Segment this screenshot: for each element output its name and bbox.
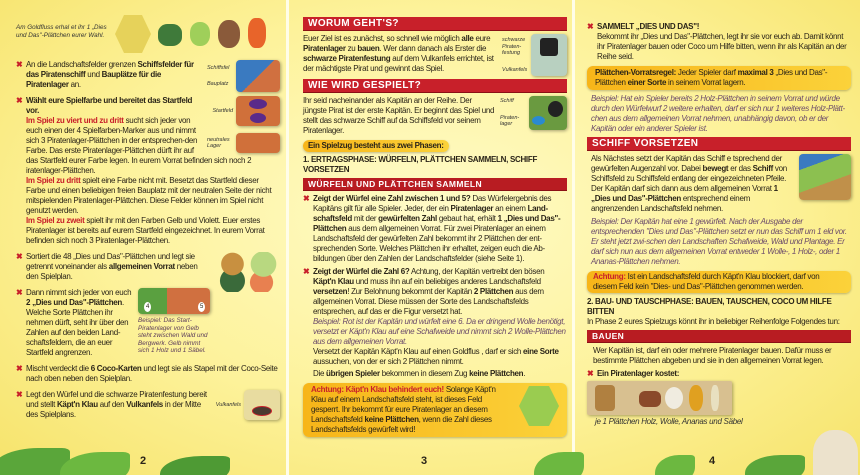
stock-rule-box — [587, 66, 851, 90]
text-run: aus dem allgemeinen Vorrat. Für zwei Piratenlager an einem Landschaftsfeld der gewürfelten Zahl bekommt ihr 2 Plättchen der ent-sprechenden Sorte. Welches Plättchen ihr erhaltet, zeigen euch die Ab-bildungen über den Zahlen der Landschaftsfelder (siehe Seite 1). — [313, 224, 546, 263]
collect-heading: SAMMELT „DIES UND DAS"! — [597, 22, 700, 31]
bold-text: alle — [461, 34, 474, 43]
bold-text: allgemeinen Vorrat — [108, 262, 175, 271]
collect-item — [587, 22, 851, 62]
bold-text: Piratenlager — [450, 204, 494, 213]
shipfield-image — [236, 60, 280, 92]
text-run: Bekommt ihr „Dies und Das"-Plättchen, legt ihr sie vor euch ab. Damit könnt ihr Piratenlager bauen oder Coco um Hilfe bitten, wenn ihr als Kapitän an der Reihe seid. — [597, 32, 847, 61]
example-text: Beispiel: Rot ist der Kapitän und würfelt eine 6. Da er dringend Wolle benötigt, versetzt er Käpt'n Klau auf eine Schafweide und nimmt sich 2 Wolle-Plättchen aus dem allgemeinen Vorrat. — [313, 317, 566, 346]
text-run: Euer Ziel ist es zunächst, so schnell wie möglich — [303, 34, 462, 43]
rules-column — [303, 14, 567, 441]
text-run: sucht sich jeder von euch einen der 4 Spielfarben-Marker aus und nimmt sich 3 Piratenlager-Plättchen in der entsprechen-den Farbe. Das erste Piratenlager-Plättchen dürft ihr auf das Startfeld eurer Farbe legen. In eurem Vorrat befinden sich noch 2 iratenlager-Plättchen. — [26, 116, 252, 175]
phase-1-heading: 1. ERTRAGSPHASE: WÜRFELN, PLÄTTCHEN SAMMELN, SCHIFF VORSETZEN — [303, 155, 538, 174]
setup-step-item — [16, 96, 280, 246]
text-run: Sortiert die 48 „Dies und Das"-Plättchen und legt sie getrennt voneinander als — [26, 252, 195, 271]
bold-text: bauen — [357, 44, 380, 53]
setup-column — [16, 60, 280, 426]
label-vulkanfels: Vulkanfels — [215, 401, 241, 408]
bold-text: 1 „Dies und Das"-Plättchen — [313, 214, 561, 233]
foliage-decoration — [745, 455, 805, 475]
sabre-token-icon — [248, 18, 266, 48]
text-run: und — [85, 70, 102, 79]
bold-text: einer Sorte — [627, 78, 667, 87]
bold-text: Schiffsfelder für das Piratenschiff — [26, 60, 194, 79]
text-run: in seinem Vorrat lagern. — [666, 78, 746, 87]
sabre-icon — [711, 385, 719, 411]
bullet-icon: ✖ — [587, 369, 594, 378]
text-run: „Dies und Das"-Plättchen — [595, 68, 828, 87]
text-run: Ist ein Landschaftsfeld durch Käpt'n Klau blockiert, darf von diesem Feld kein "Dies- und Das"-Plättchen genommen werden. — [593, 272, 820, 291]
label-fortress: schwarze Piraten-festung — [502, 37, 526, 56]
text-run: und muss ihn auf ein beliebiges anderes Landschaftsfeld — [353, 277, 541, 286]
startfeld-image — [236, 96, 280, 126]
goldfluss-tile-image — [115, 15, 151, 53]
bullet-icon: ✖ — [16, 390, 23, 399]
foliage-decoration — [160, 456, 230, 475]
stock-example: Beispiel: Hat ein Spieler bereits 2 Holz-Plättchen in seinem Vorrat und würde durch den Würfelwurf 2 weitere erhalten, darf er sich nur 1 weiteres Holz-Plätt-chen aus dem allgemeinen Vorrat nehmen, unabhängig davon, ob er der Kapitän oder ein anderer Spieler ist. — [591, 94, 845, 133]
text-run: bekommen in diesem Zug — [379, 369, 470, 378]
text-run: Als Nächstes setzt der Kapitän das Schiff e tsprechend der gewürfelten Augenzahl vor. Dabei — [591, 154, 783, 173]
bullet-icon: ✖ — [16, 96, 23, 105]
text-run: aussuchen, von der er sich 2 Plättchen nimmt. — [313, 357, 464, 366]
setup-step — [26, 364, 280, 384]
ship-figure — [500, 96, 567, 130]
text-run: in der Mitte des Spielplans. — [26, 400, 201, 419]
bold-text: versetzen — [313, 287, 348, 296]
setup-step-item — [16, 364, 280, 384]
text-run: auf den — [97, 400, 127, 409]
bold-text: keine Plättchen — [469, 369, 524, 378]
bold-text: maximal 3 — [737, 68, 774, 77]
text-run: an. — [68, 80, 81, 89]
startfeld-figure — [207, 96, 280, 153]
wood-token-icon — [158, 24, 182, 46]
bold-text: 6 Coco-Karten — [90, 364, 142, 373]
foliage-decoration — [60, 452, 130, 475]
cost-item — [587, 369, 851, 379]
bold-text: Plättchen-Vorratsregel: — [595, 68, 676, 77]
bold-text: schwarze Piratenfestung — [303, 54, 391, 63]
klau-warning-box — [303, 383, 567, 437]
build-text: Wer Kapitän ist, darf ein oder mehrere Piratenlager bauen. Dafür muss er bestimmte Plättchen abgeben und sie in den allgemeinen Vorrat legen. — [593, 346, 832, 365]
goldfluss-caption: Am Goldfluss erhal et ihr 1 „Dies und Das"-Plättchen eurer Wahl. — [16, 24, 107, 39]
bullet-icon: ✖ — [16, 60, 23, 69]
text-run: Jeder Spieler darf — [675, 68, 738, 77]
bold-text: Schiff — [752, 164, 773, 173]
pineapple-icon — [689, 385, 703, 411]
label-camp: Piraten-lager — [500, 114, 520, 128]
monkey-coco-image — [813, 430, 858, 475]
start-example-figure — [138, 288, 210, 355]
page-2 — [0, 0, 286, 475]
dice-rule-item — [303, 267, 567, 367]
camp-icon — [595, 385, 615, 411]
bold-text: Land-schaftsfeld — [313, 204, 548, 223]
bold-text: Käpt'n Klau — [56, 400, 98, 409]
start-example-caption: Beispiel: Das Start-Piratenlager von Gelb steht zwischen Wald und Bergwerk. Gelb nimmt sich 1 Holz und 1 Säbel. — [138, 317, 208, 354]
wood-icon — [639, 391, 661, 407]
dice-rule-item — [303, 194, 567, 264]
cost-caption: je 1 Plättchen Holz, Wolle, Ananas und Säbel — [595, 417, 743, 426]
text-run: ! Zur Belohnung bekommt der Kapitän — [347, 287, 474, 296]
text-run: er das — [728, 164, 753, 173]
text-run: zu — [345, 44, 358, 53]
text-run: eure — [473, 34, 491, 43]
label-vulkanfels: Vulkanfels — [502, 66, 528, 73]
wool-token-icon — [190, 22, 210, 46]
phase-2-heading: 2. BAU- UND TAUSCHPHASE: BAUEN, TAUSCHEN, COCO UM HILFE BITTEN — [587, 297, 832, 316]
bold-text: 2 Plättchen — [473, 287, 514, 296]
blocked-warning-box — [587, 271, 851, 293]
setup-step-item — [16, 390, 280, 420]
cost-heading: Ein Piratenlager kostet: — [597, 369, 680, 378]
text-run: Das Würfelergebnis des Kapitäns gilt für alle Spieler. Jeder, der ein — [313, 194, 552, 213]
bullet-icon: ✖ — [16, 252, 23, 261]
bold-text: eine Sorte — [523, 347, 559, 356]
text-run: mit der — [351, 214, 379, 223]
bold-text: gewürfelten Zahl — [378, 214, 437, 223]
vulkanfels-image — [244, 390, 280, 420]
text-run: Die — [313, 369, 327, 378]
text-run: An die Landschaftsfelder grenzen — [26, 60, 138, 69]
text-run: , wenn die Zahl dieses Landschaftsfelds gewürfelt wird! — [311, 415, 492, 434]
fortress-figure — [502, 34, 567, 76]
bold-text: Piratenlager — [303, 44, 346, 53]
foliage-decoration — [655, 455, 695, 475]
bullet-icon: ✖ — [587, 22, 594, 31]
ship-image — [529, 96, 567, 130]
label-startfeld: Startfeld — [212, 107, 233, 114]
setup-step-item — [16, 252, 280, 282]
section-heading: BAUEN — [587, 330, 851, 343]
text-run: . — [523, 369, 526, 378]
highlight-text: Achtung: — [593, 272, 626, 281]
vulkanfels-figure — [216, 390, 280, 420]
bold-text: Zeigt der Würfel die Zahl 6? — [313, 267, 410, 276]
stock-rule-text — [595, 68, 843, 88]
text-run: Mischt verdeckt die — [26, 364, 91, 373]
text-run: neben den Spielplan. — [26, 262, 198, 281]
ship-move-image — [799, 154, 851, 200]
section-heading: SCHIFF VORSETZEN — [587, 137, 851, 151]
phases-callout: Ein Spielzug besteht aus zwei Phasen: — [303, 140, 449, 152]
bold-text: Zeigt der Würfel eine Zahl zwischen 1 und 5? — [313, 194, 471, 203]
bullet-icon: ✖ — [303, 194, 310, 203]
tile-number: 5 — [200, 304, 204, 310]
highlight-text: Achtung: Käpt'n Klau behindert euch! — [311, 385, 444, 394]
text-run: Achtung, der Kapitän vertreibt den bösen — [409, 267, 545, 276]
page-number: 3 — [421, 455, 427, 467]
page-number: 2 — [140, 455, 146, 467]
highlight-text: Im Spiel zu viert und zu dritt — [26, 116, 124, 125]
text-run: Versetzt der Kapitän Käpt'n Klau auf einen Goldflus , darf er sich — [313, 347, 522, 356]
foliage-decoration — [534, 452, 584, 475]
setup-step-item — [16, 288, 280, 358]
cost-banner-image — [587, 381, 732, 415]
text-run: entsprechend einem angrenzenden Landschaftsfeld nehmen. — [591, 194, 750, 213]
blocked-warning-text — [593, 272, 845, 292]
ship-example: Beispiel: Der Kapitän hat eine 1 gewürfelt. Nach der Ausgabe der entsprechenden "Dies und Das"-Plättchen setzt er nun das Schiff um 1 eld vor. Er steht jetzt zwi-schen den Landschaften Schafweide, Wald und Plantage. Er darf sich nun aus dem allgemeinen Vorrat entweder 1 Wolle-, 1 Holz-, oder 1 Ananas-Plättchen nehmen. — [591, 217, 847, 266]
label-bauplatz: Bauplatz — [207, 81, 229, 87]
collect-text — [597, 32, 851, 62]
bullet-icon: ✖ — [16, 364, 23, 373]
neutral-camp-image — [236, 133, 280, 153]
text-run: Dann nimmt sich jeder von euch — [26, 288, 132, 297]
phase-2-text: In Phase 2 eures Spielzugs könnt ihr in beliebiger Reihenfolge Folgendes tun: — [587, 317, 840, 326]
shipfield-figure — [207, 60, 280, 92]
text-run: gebaut hat, erhält — [436, 214, 498, 223]
token-piles-image — [214, 252, 280, 292]
text-run: aus dem allgemeinen Vorrat. Diese müssen der Sorte des Landschaftsfelds entsprechen, auf das er die Figur versetzt hat. — [313, 287, 544, 316]
tile-number: 4 — [146, 304, 150, 310]
section-heading: WORUM GEHT'S? — [303, 17, 567, 31]
ship-move-figure — [799, 154, 851, 200]
rules-column — [587, 22, 851, 427]
text-run: Solange Käpt'n Klau auf einem Landschaftsfeld steht, ist dieses Feld gesperrt. Ihr bekommt für eure Piratenlager an diesem Landschaftsfeld — [311, 385, 496, 424]
text-run: spielt ihr mit den Farben Gelb und Violett. Euer erstes Piratenlager ist bereits auf eurem Startfeld eingezeichnet. In eurem Vorrat befinden sich noch 3 Piratenlager-Plättchen. — [26, 216, 265, 245]
bold-text: bewegt — [702, 164, 729, 173]
bold-text: 1 „Dies und Das"-Plättchen — [591, 184, 778, 203]
page-number: 4 — [709, 455, 715, 467]
bold-text: Wählt eure Spielfarbe und bereitet das Startfeld vor. — [26, 96, 193, 115]
text-run: und legt sie als Stapel mit der Coco-Seite nach oben neben den Spielplan. — [26, 364, 278, 383]
bullet-icon: ✖ — [16, 288, 23, 297]
pineapple-token-icon — [218, 20, 240, 48]
section-heading: WÜRFELN UND PLÄTTCHEN SAMMELN — [303, 178, 567, 191]
section-heading: WIE WIRD GESPIELT? — [303, 79, 567, 93]
bold-text: keine Plättchen — [364, 415, 419, 424]
highlight-text: Im Spiel zu zweit — [26, 216, 85, 225]
setup-step-item — [16, 60, 280, 90]
text-run: . Wer dann danach als Erster die — [379, 44, 487, 53]
label-neutral-camp: neutrales Lager — [207, 136, 230, 149]
page-3 — [289, 0, 572, 475]
text-run: von Schiffsfeld zu Schiffsfeld entlang der eingezeichneten Pfeile. Der Kapitän darf sich dann aus dem allgemeinen Vorrat — [591, 164, 787, 193]
bold-text: übrigen Spieler — [326, 369, 380, 378]
page-4 — [575, 0, 860, 475]
bold-text: 2 „Dies und Das"-Plättchen — [26, 298, 123, 307]
token-piles-figure — [214, 252, 280, 292]
sheep-icon — [665, 387, 683, 409]
text-run: an einem — [493, 204, 528, 213]
blocked-tile-image — [519, 386, 559, 426]
fortress-image — [531, 34, 567, 76]
start-example-image — [138, 288, 210, 314]
bold-text: Vulkanfels — [126, 400, 163, 409]
bold-text: Käpt'n Klau — [313, 277, 354, 286]
dice-6-rule — [313, 267, 567, 367]
text-run: Legt den Würfel und die schwarze Piratenfestung bereit und stellt — [26, 390, 207, 409]
label-schiffsfeld: Schiffsfel — [207, 64, 230, 71]
highlight-text: Im Spiel zu dritt — [26, 176, 81, 185]
dice-1-5-rule — [313, 194, 567, 264]
text-run: auf dem Vulkanfels errichtet, ist der mächtigste Pirat und gewinnt das Spiel. — [303, 54, 494, 73]
klau-warning-text — [311, 385, 511, 435]
text-run: spielt eine Farbe nicht mit. Besetzt das Startfeld dieser Farbe und einen beliebigen freien Bauplatz mit der neutralen Seite der nicht mitspielenden Piratenlager-Plättchen. Diese Felder können im Spiel nicht genutzt werden. — [26, 176, 272, 215]
label-ship: Schiff — [500, 98, 514, 105]
text-run: Ihr seid nacheinander als Kapitän an der Reihe. Der jüngste Pirat ist der erste Kapitän. Er beginnt das Spiel und stellt das schwarze Schiff auf da Schiffsfeld vor seinem Piratenlager. — [303, 96, 495, 135]
bold-text: Bauplätze für die Piratenlager — [26, 70, 162, 89]
text-run: . Welche Sorte Plättchen ihr nehmen dürft, seht ihr über den Zahlen auf den beiden Land-schaftsfeldern, die an euer Startfeld angrenzen. — [26, 298, 129, 357]
bullet-icon: ✖ — [303, 267, 310, 276]
other-players-text — [303, 369, 567, 379]
